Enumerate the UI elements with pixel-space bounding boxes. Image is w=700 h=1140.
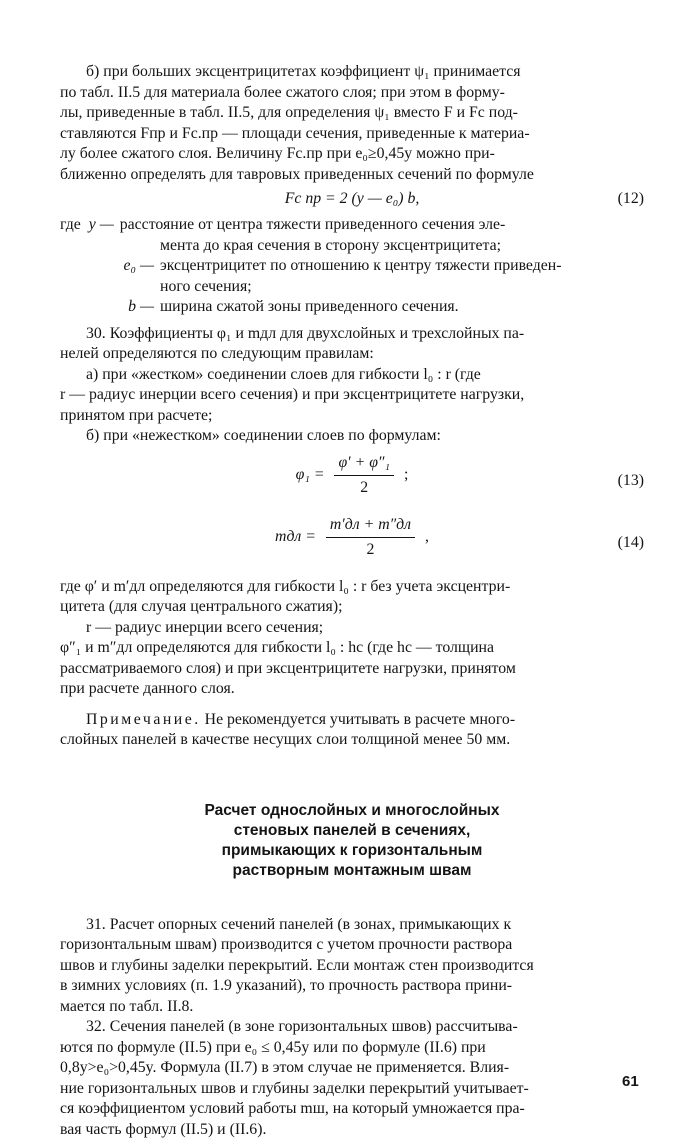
text-line: 30. Коэффициенты φ₁ и mдл для двухслойных и трехслойных па- [60,324,644,345]
page-content [60,62,644,1140]
text-line: нелей определяются по следующим правилам: [60,344,644,365]
paragraph-30 [60,324,644,447]
paragraph-32 [60,1017,644,1140]
where-text: расстояние от центра тяжести приведенного сечения эле- [120,215,644,236]
text-line: φ″₁ и m″дл определяются для гибкости l₀ : hс (где hс — толщина [60,638,644,659]
formula-13-body [60,453,644,499]
heading-line: примыкающих к горизонтальным [60,841,644,861]
paragraph-b [60,62,644,185]
formula-14-fraction [326,515,415,561]
text-line: r — радиус инерции всего сечения) и при эксцентрицитете нагрузки, [60,385,644,406]
where-item [60,215,644,236]
where-text: ширина сжатой зоны приведенного сечения. [160,297,644,318]
text-line: 32. Сечения панелей (в зоне горизонтальных швов) рассчитыва- [60,1017,644,1038]
formula-12 [60,189,644,213]
formula-14 [60,515,644,571]
where-symbol: b — [60,297,160,318]
note-label: Примечание. [86,711,201,728]
heading-line: стеновых панелей в сечениях, [60,821,644,841]
text-line: мается по табл. II.8. [60,997,644,1018]
text-line: r — радиус инерции всего сечения; [60,618,644,639]
note-text: Не рекомендуется учитывать в расчете много- [205,711,515,728]
text-line: горизонтальным швам) производится с учетом прочности раствора [60,935,644,956]
text-line: ются по формуле (II.5) при e₀ ≤ 0,45y или по формуле (II.6) при [60,1038,644,1059]
text-line: а) при «жестком» соединении слоев для гибкости l₀ : r (где [60,365,644,386]
section-heading [60,801,644,881]
formula-13-number: (13) [618,471,644,492]
text-line: лы, приведенные в табл. II.5, для определения ψ₁ вместо F и Fс под- [60,103,644,124]
where-text: ного сечения; [60,277,644,298]
formula-13 [60,453,644,509]
page-number: 61 [622,1072,639,1093]
where-text: эксцентрицитет по отношению к центру тяжести приведен- [160,256,644,277]
formula-13-numerator: φ′ + φ″₁ [334,453,394,477]
text-line: в зимних условиях (п. 1.9 указаний), то прочность раствора прини- [60,976,644,997]
heading-line: Расчет однослойных и многослойных [60,801,644,821]
formula-13-denominator: 2 [334,476,394,499]
text-line: при расчете данного слоя. [60,679,644,700]
note [60,710,644,751]
text-line: б) при больших эксцентрицитетах коэффициент ψ₁ принимается [60,62,644,83]
formula-14-numerator: m′дл + m″дл [326,515,415,539]
note-line: слойных панелей в качестве несущих слои толщиной менее 50 мм. [60,730,644,751]
formula-14-number: (14) [618,533,644,554]
text-line: цитета (для случая центрального сжатия); [60,597,644,618]
formula-13-lhs: φ₁ = [296,465,325,486]
text-line: принятом при расчете; [60,406,644,427]
heading-line: растворным монтажным швам [60,861,644,881]
where-item [60,256,644,277]
where-list-12 [60,215,644,318]
text-line: 31. Расчет опорных сечений панелей (в зонах, примыкающих к [60,915,644,936]
text-line: по табл. II.5 для материала более сжатого слоя; при этом в форму- [60,83,644,104]
text-line: ближенно определять для тавровых приведенных сечений по формуле [60,165,644,186]
text-line: ся коэффициентом условий работы mш, на который умножается пра- [60,1099,644,1120]
formula-14-body [60,515,644,561]
text-line: 0,8y>e₀>0,45y. Формула (II.7) в этом случае не применяется. Влия- [60,1058,644,1079]
note-line [60,710,644,731]
formula-14-tail: , [425,527,429,548]
formula-14-denominator: 2 [326,538,415,561]
formula-14-lhs: mдл = [275,527,316,548]
text-line: лу более сжатого слоя. Величину Fс.пр при e₀≥0,45y можно при- [60,144,644,165]
text-line: где φ′ и m′дл определяются для гибкости l₀ : r без учета эксцентри- [60,577,644,598]
text-line: ставляются Fпр и Fс.пр — площади сечения, приведенные к материа- [60,124,644,145]
where-item [60,297,644,318]
where-symbol: y — [89,215,120,236]
text-line: ние горизонтальных швов и глубины заделки перекрытий учитывает- [60,1079,644,1100]
text-line: швов и глубины заделки перекрытий. Если монтаж стен производится [60,956,644,977]
where-intro: где [60,215,89,236]
formula-12-expression: Fс пр = 2 (y — e₀) b, [60,189,644,210]
formula-12-number: (12) [618,189,644,210]
where-text: мента до края сечения в сторону эксцентрицитета; [60,236,644,257]
where-list-13 [60,577,644,700]
text-line: рассматриваемого слоя) и при эксцентрицитете нагрузки, принятом [60,659,644,680]
text-line: вая часть формул (II.5) и (II.6). [60,1120,644,1140]
paragraph-31 [60,915,644,1018]
text-line: б) при «нежестком» соединении слоев по формулам: [60,426,644,447]
where-symbol: e₀ — [60,256,160,277]
formula-13-tail: ; [404,465,408,486]
formula-13-fraction [334,453,394,499]
